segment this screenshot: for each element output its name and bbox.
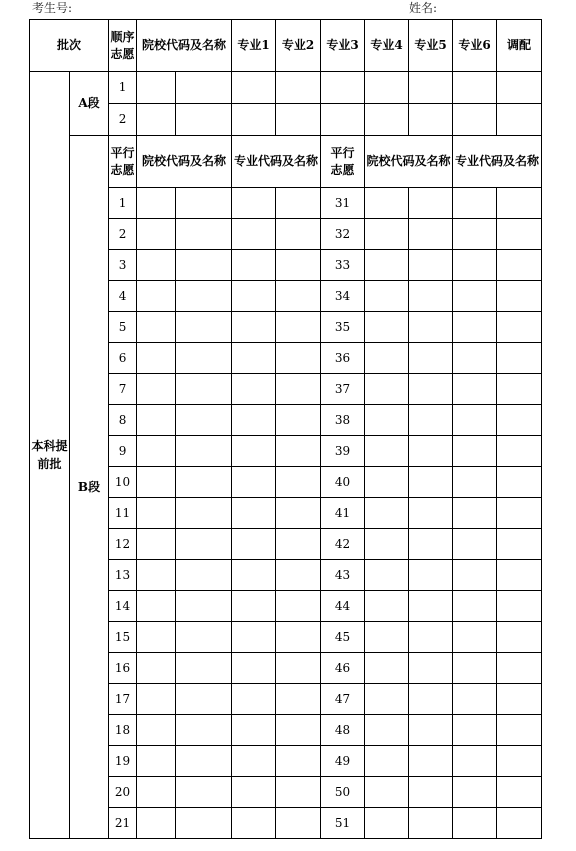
left-school-code-input[interactable] xyxy=(137,312,176,343)
left-pref-number: 15 xyxy=(109,622,137,653)
right-major-name-input[interactable] xyxy=(497,653,542,684)
section-a-row-1 xyxy=(30,72,542,104)
left-pref-number: 20 xyxy=(109,777,137,808)
right-school-name-input[interactable] xyxy=(409,374,453,405)
right-major-name-input[interactable] xyxy=(497,529,542,560)
school-header-right: 院校代码及名称 xyxy=(365,136,453,188)
right-school-code-input[interactable] xyxy=(365,653,409,684)
right-major-name-input[interactable] xyxy=(497,436,542,467)
right-school-name-input[interactable] xyxy=(409,343,453,374)
right-major-code-input[interactable] xyxy=(453,746,497,777)
major4-input[interactable] xyxy=(365,104,409,136)
right-school-name-input[interactable] xyxy=(409,467,453,498)
left-pref-number: 10 xyxy=(109,467,137,498)
left-school-name-input[interactable] xyxy=(176,343,232,374)
left-school-name-input[interactable] xyxy=(176,529,232,560)
left-school-code-input[interactable] xyxy=(137,684,176,715)
right-pref-number: 37 xyxy=(321,374,365,405)
left-major-name-input[interactable] xyxy=(276,219,321,250)
left-pref-number: 17 xyxy=(109,684,137,715)
right-major-code-input[interactable] xyxy=(453,622,497,653)
right-school-name-input[interactable] xyxy=(409,281,453,312)
left-major-name-input[interactable] xyxy=(276,467,321,498)
right-major-name-input[interactable] xyxy=(497,188,542,219)
right-major-name-input[interactable] xyxy=(497,777,542,808)
left-school-code-input[interactable] xyxy=(137,405,176,436)
left-school-name-input[interactable] xyxy=(176,498,232,529)
right-school-code-input[interactable] xyxy=(365,715,409,746)
left-major-code-input[interactable] xyxy=(232,405,276,436)
right-major-code-input[interactable] xyxy=(453,281,497,312)
right-school-code-input[interactable] xyxy=(365,281,409,312)
right-pref-number: 40 xyxy=(321,467,365,498)
left-major-name-input[interactable] xyxy=(276,405,321,436)
right-pref-number: 43 xyxy=(321,560,365,591)
major5-input[interactable] xyxy=(409,104,453,136)
right-school-code-input[interactable] xyxy=(365,188,409,219)
left-pref-number: 1 xyxy=(109,188,137,219)
left-major-name-input[interactable] xyxy=(276,591,321,622)
major-header-left: 专业代码及名称 xyxy=(232,136,321,188)
left-major-name-input[interactable] xyxy=(276,343,321,374)
right-major-name-input[interactable] xyxy=(497,560,542,591)
right-pref-number: 45 xyxy=(321,622,365,653)
left-pref-number: 3 xyxy=(109,250,137,281)
right-major-code-input[interactable] xyxy=(453,653,497,684)
left-major-name-input[interactable] xyxy=(276,684,321,715)
left-major-name-input[interactable] xyxy=(276,374,321,405)
left-school-code-input[interactable] xyxy=(137,622,176,653)
right-school-code-input[interactable] xyxy=(365,436,409,467)
left-major-code-input[interactable] xyxy=(232,312,276,343)
right-school-code-input[interactable] xyxy=(365,591,409,622)
right-school-name-input[interactable] xyxy=(409,653,453,684)
right-major-name-input[interactable] xyxy=(497,467,542,498)
left-pref-number: 6 xyxy=(109,343,137,374)
left-pref-number: 4 xyxy=(109,281,137,312)
section-a-order-number: 1 xyxy=(109,72,137,104)
right-school-code-input[interactable] xyxy=(365,622,409,653)
left-pref-number: 2 xyxy=(109,219,137,250)
right-school-name-input[interactable] xyxy=(409,560,453,591)
left-major-code-input[interactable] xyxy=(232,219,276,250)
right-school-name-input[interactable] xyxy=(409,188,453,219)
right-school-code-input[interactable] xyxy=(365,343,409,374)
school-name-input[interactable] xyxy=(176,104,232,136)
left-school-name-input[interactable] xyxy=(176,281,232,312)
major1-header: 专业1 xyxy=(232,20,276,72)
major-header-right: 专业代码及名称 xyxy=(453,136,542,188)
major2-input[interactable] xyxy=(276,104,321,136)
left-major-name-input[interactable] xyxy=(276,188,321,219)
right-major-name-input[interactable] xyxy=(497,684,542,715)
right-major-name-input[interactable] xyxy=(497,250,542,281)
left-pref-number: 7 xyxy=(109,374,137,405)
right-pref-number: 34 xyxy=(321,281,365,312)
left-major-name-input[interactable] xyxy=(276,312,321,343)
left-major-name-input[interactable] xyxy=(276,560,321,591)
right-major-code-input[interactable] xyxy=(453,467,497,498)
left-major-code-input[interactable] xyxy=(232,622,276,653)
right-school-code-input[interactable] xyxy=(365,219,409,250)
left-pref-number: 19 xyxy=(109,746,137,777)
parallel-pref-header-left: 平行志愿 xyxy=(109,136,137,188)
right-major-code-input[interactable] xyxy=(453,808,497,839)
left-major-code-input[interactable] xyxy=(232,281,276,312)
right-pref-number: 39 xyxy=(321,436,365,467)
right-major-code-input[interactable] xyxy=(453,405,497,436)
exam-number-label: 考生号: xyxy=(32,1,73,15)
left-major-code-input[interactable] xyxy=(232,529,276,560)
right-school-name-input[interactable] xyxy=(409,715,453,746)
right-school-code-input[interactable] xyxy=(365,405,409,436)
left-school-name-input[interactable] xyxy=(176,653,232,684)
right-school-name-input[interactable] xyxy=(409,684,453,715)
name-label: 姓名: xyxy=(409,1,438,15)
left-major-code-input[interactable] xyxy=(232,560,276,591)
right-school-code-input[interactable] xyxy=(365,250,409,281)
right-pref-number: 35 xyxy=(321,312,365,343)
adjust-input[interactable] xyxy=(497,72,542,104)
left-school-code-input[interactable] xyxy=(137,529,176,560)
left-major-code-input[interactable] xyxy=(232,250,276,281)
left-school-code-input[interactable] xyxy=(137,808,176,839)
right-pref-number: 31 xyxy=(321,188,365,219)
left-major-code-input[interactable] xyxy=(232,777,276,808)
left-school-name-input[interactable] xyxy=(176,250,232,281)
left-school-name-input[interactable] xyxy=(176,746,232,777)
left-pref-number: 21 xyxy=(109,808,137,839)
left-school-name-input[interactable] xyxy=(176,219,232,250)
right-major-code-input[interactable] xyxy=(453,777,497,808)
left-major-name-input[interactable] xyxy=(276,777,321,808)
left-major-code-input[interactable] xyxy=(232,188,276,219)
right-major-code-input[interactable] xyxy=(453,529,497,560)
left-school-code-input[interactable] xyxy=(137,281,176,312)
major3-input[interactable] xyxy=(321,104,365,136)
major6-header: 专业6 xyxy=(453,20,497,72)
left-pref-number: 12 xyxy=(109,529,137,560)
right-school-code-input[interactable] xyxy=(365,529,409,560)
right-major-name-input[interactable] xyxy=(497,808,542,839)
major3-input[interactable] xyxy=(321,72,365,104)
right-major-name-input[interactable] xyxy=(497,374,542,405)
left-major-name-input[interactable] xyxy=(276,653,321,684)
right-school-name-input[interactable] xyxy=(409,219,453,250)
right-pref-number: 32 xyxy=(321,219,365,250)
left-school-name-input[interactable] xyxy=(176,622,232,653)
right-major-code-input[interactable] xyxy=(453,684,497,715)
left-pref-number: 9 xyxy=(109,436,137,467)
section-a-label: A段 xyxy=(70,72,109,136)
right-school-code-input[interactable] xyxy=(365,746,409,777)
left-major-code-input[interactable] xyxy=(232,808,276,839)
right-major-code-input[interactable] xyxy=(453,498,497,529)
right-school-code-input[interactable] xyxy=(365,498,409,529)
right-school-name-input[interactable] xyxy=(409,312,453,343)
left-school-code-input[interactable] xyxy=(137,746,176,777)
left-major-code-input[interactable] xyxy=(232,591,276,622)
right-school-code-input[interactable] xyxy=(365,777,409,808)
right-major-name-input[interactable] xyxy=(497,405,542,436)
right-pref-number: 38 xyxy=(321,405,365,436)
right-major-code-input[interactable] xyxy=(453,560,497,591)
right-pref-number: 48 xyxy=(321,715,365,746)
right-school-name-input[interactable] xyxy=(409,746,453,777)
left-major-code-input[interactable] xyxy=(232,374,276,405)
right-pref-number: 47 xyxy=(321,684,365,715)
right-school-name-input[interactable] xyxy=(409,622,453,653)
right-major-code-input[interactable] xyxy=(453,250,497,281)
left-major-name-input[interactable] xyxy=(276,529,321,560)
left-major-code-input[interactable] xyxy=(232,498,276,529)
right-school-name-input[interactable] xyxy=(409,405,453,436)
top-labels xyxy=(0,0,576,18)
right-school-code-input[interactable] xyxy=(365,684,409,715)
adjust-input[interactable] xyxy=(497,104,542,136)
right-major-code-input[interactable] xyxy=(453,436,497,467)
left-pref-number: 14 xyxy=(109,591,137,622)
left-school-name-input[interactable] xyxy=(176,374,232,405)
left-school-code-input[interactable] xyxy=(137,498,176,529)
adjust-header: 调配 xyxy=(497,20,542,72)
major2-header: 专业2 xyxy=(276,20,321,72)
left-major-name-input[interactable] xyxy=(276,715,321,746)
major4-input[interactable] xyxy=(365,72,409,104)
left-pref-number: 11 xyxy=(109,498,137,529)
left-major-code-input[interactable] xyxy=(232,653,276,684)
right-school-code-input[interactable] xyxy=(365,560,409,591)
right-pref-number: 41 xyxy=(321,498,365,529)
left-major-code-input[interactable] xyxy=(232,467,276,498)
right-major-code-input[interactable] xyxy=(453,591,497,622)
left-school-name-input[interactable] xyxy=(176,591,232,622)
right-major-name-input[interactable] xyxy=(497,591,542,622)
right-pref-number: 42 xyxy=(321,529,365,560)
right-school-name-input[interactable] xyxy=(409,591,453,622)
right-school-code-input[interactable] xyxy=(365,808,409,839)
right-pref-number: 49 xyxy=(321,746,365,777)
school-header-left: 院校代码及名称 xyxy=(137,136,232,188)
left-school-name-input[interactable] xyxy=(176,312,232,343)
left-school-name-input[interactable] xyxy=(176,405,232,436)
left-pref-number: 16 xyxy=(109,653,137,684)
right-school-name-input[interactable] xyxy=(409,250,453,281)
left-major-code-input[interactable] xyxy=(232,746,276,777)
right-school-name-input[interactable] xyxy=(409,808,453,839)
left-school-code-input[interactable] xyxy=(137,467,176,498)
left-school-code-input[interactable] xyxy=(137,250,176,281)
major1-input[interactable] xyxy=(232,104,276,136)
right-major-code-input[interactable] xyxy=(453,343,497,374)
left-school-code-input[interactable] xyxy=(137,715,176,746)
right-major-code-input[interactable] xyxy=(453,219,497,250)
major5-input[interactable] xyxy=(409,72,453,104)
left-school-code-input[interactable] xyxy=(137,374,176,405)
left-school-code-input[interactable] xyxy=(137,653,176,684)
right-major-name-input[interactable] xyxy=(497,498,542,529)
left-school-code-input[interactable] xyxy=(137,219,176,250)
left-school-name-input[interactable] xyxy=(176,560,232,591)
right-pref-number: 50 xyxy=(321,777,365,808)
right-pref-number: 44 xyxy=(321,591,365,622)
right-school-name-input[interactable] xyxy=(409,498,453,529)
section-b-label: B段 xyxy=(70,136,109,839)
right-school-name-input[interactable] xyxy=(409,529,453,560)
right-major-name-input[interactable] xyxy=(497,622,542,653)
left-pref-number: 8 xyxy=(109,405,137,436)
left-major-code-input[interactable] xyxy=(232,343,276,374)
left-school-name-input[interactable] xyxy=(176,777,232,808)
left-school-code-input[interactable] xyxy=(137,591,176,622)
left-pref-number: 13 xyxy=(109,560,137,591)
batch-name-cell: 本科提前批 xyxy=(30,72,70,839)
right-major-name-input[interactable] xyxy=(497,746,542,777)
right-major-name-input[interactable] xyxy=(497,343,542,374)
right-major-name-input[interactable] xyxy=(497,219,542,250)
left-major-code-input[interactable] xyxy=(232,684,276,715)
left-school-name-input[interactable] xyxy=(176,467,232,498)
left-school-name-input[interactable] xyxy=(176,684,232,715)
order-pref-header: 顺序志愿 xyxy=(109,20,137,72)
school-code-input[interactable] xyxy=(137,104,176,136)
left-school-code-input[interactable] xyxy=(137,188,176,219)
left-major-code-input[interactable] xyxy=(232,715,276,746)
left-major-name-input[interactable] xyxy=(276,281,321,312)
left-school-code-input[interactable] xyxy=(137,560,176,591)
right-pref-number: 51 xyxy=(321,808,365,839)
major5-header: 专业5 xyxy=(409,20,453,72)
major6-input[interactable] xyxy=(453,72,497,104)
section-b-header-row xyxy=(30,136,542,188)
left-school-code-input[interactable] xyxy=(137,343,176,374)
right-school-code-input[interactable] xyxy=(365,374,409,405)
right-pref-number: 46 xyxy=(321,653,365,684)
right-major-code-input[interactable] xyxy=(453,312,497,343)
school-code-input[interactable] xyxy=(137,72,176,104)
major6-input[interactable] xyxy=(453,104,497,136)
left-major-name-input[interactable] xyxy=(276,622,321,653)
right-major-name-input[interactable] xyxy=(497,281,542,312)
left-school-name-input[interactable] xyxy=(176,808,232,839)
left-pref-number: 5 xyxy=(109,312,137,343)
right-school-code-input[interactable] xyxy=(365,312,409,343)
left-major-code-input[interactable] xyxy=(232,436,276,467)
right-pref-number: 36 xyxy=(321,343,365,374)
right-major-code-input[interactable] xyxy=(453,188,497,219)
left-major-name-input[interactable] xyxy=(276,746,321,777)
left-major-name-input[interactable] xyxy=(276,250,321,281)
right-school-name-input[interactable] xyxy=(409,436,453,467)
left-school-code-input[interactable] xyxy=(137,436,176,467)
major4-header: 专业4 xyxy=(365,20,409,72)
parallel-pref-header-right: 平行志愿 xyxy=(321,136,365,188)
major1-input[interactable] xyxy=(232,72,276,104)
right-major-name-input[interactable] xyxy=(497,715,542,746)
application-form-table xyxy=(29,19,542,839)
header-row xyxy=(30,20,542,72)
right-school-code-input[interactable] xyxy=(365,467,409,498)
left-major-name-input[interactable] xyxy=(276,498,321,529)
school-header: 院校代码及名称 xyxy=(137,20,232,72)
left-school-name-input[interactable] xyxy=(176,188,232,219)
school-name-input[interactable] xyxy=(176,72,232,104)
left-school-name-input[interactable] xyxy=(176,715,232,746)
right-major-code-input[interactable] xyxy=(453,374,497,405)
major2-input[interactable] xyxy=(276,72,321,104)
section-a-order-number: 2 xyxy=(109,104,137,136)
batch-header: 批次 xyxy=(30,20,109,72)
right-pref-number: 33 xyxy=(321,250,365,281)
left-pref-number: 18 xyxy=(109,715,137,746)
major3-header: 专业3 xyxy=(321,20,365,72)
left-school-name-input[interactable] xyxy=(176,436,232,467)
right-school-name-input[interactable] xyxy=(409,777,453,808)
left-major-name-input[interactable] xyxy=(276,808,321,839)
right-major-code-input[interactable] xyxy=(453,715,497,746)
left-major-name-input[interactable] xyxy=(276,436,321,467)
right-major-name-input[interactable] xyxy=(497,312,542,343)
left-school-code-input[interactable] xyxy=(137,777,176,808)
